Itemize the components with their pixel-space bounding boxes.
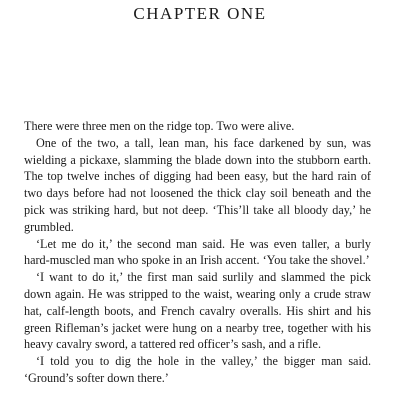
- paragraph: There were three men on the ridge top. Two were alive.: [24, 119, 295, 133]
- paragraph: ‘I want to do it,’ the first man said surlily and slammed the pick down again. He was stripped to the waist, wearing only a crude straw hat, calf-length boots, and French cavalry overalls. His shirt and his green Rifleman’s jacket were hung on a nearby tree, together with his heavy cavalry sword, a tattered red officer’s sash, and a rifle.: [24, 270, 371, 352]
- chapter-heading: CHAPTER ONE: [133, 4, 267, 23]
- paragraph: One of the two, a tall, lean man, his face darkened by sun, was wielding a pickaxe, slamming the blade down into the stubborn earth. The top twelve inches of digging had been easy, but the hard rain of two days before had not loosened the thick clay soil beneath and the pick was striking hard, but not deep. ‘This’ll take all bloody day,’ he grumbled.: [24, 135, 371, 234]
- paragraph: ‘Let me do it,’ the second man said. He was even taller, a burly hard-muscled man who spoke in an Irish accent. ‘You take the shovel.’: [24, 236, 371, 268]
- paragraph: ‘I told you to dig the hole in the valley,’ the bigger man said. ‘Ground’s softer down there.’: [24, 354, 371, 385]
- chapter-body: [24, 118, 371, 387]
